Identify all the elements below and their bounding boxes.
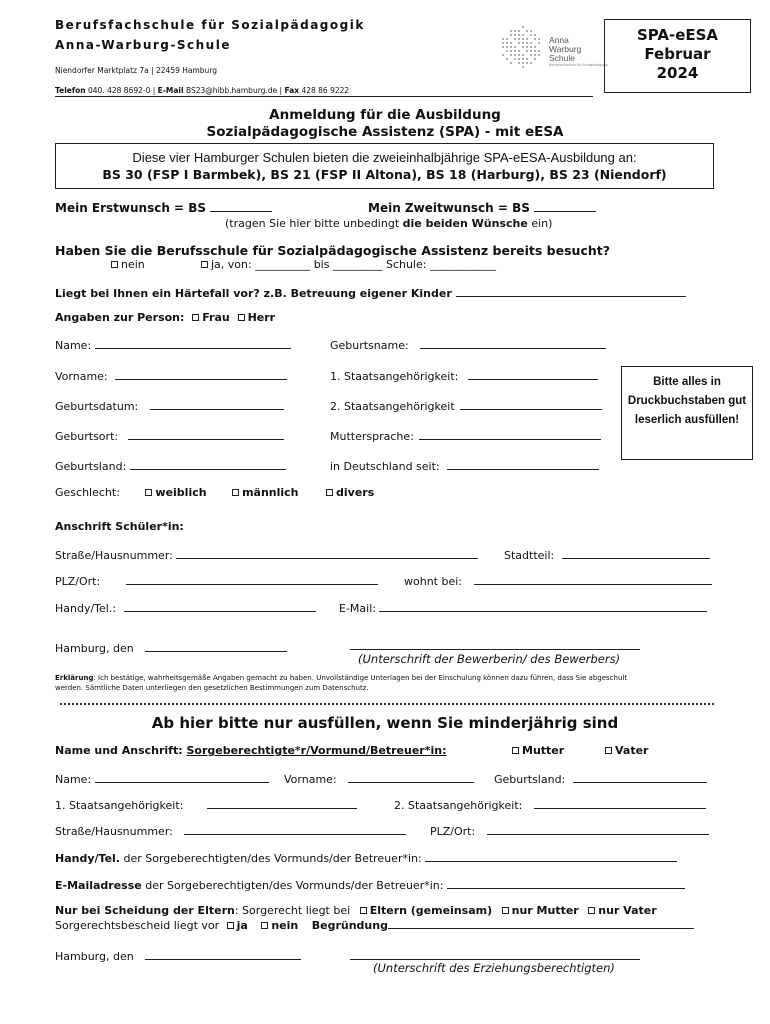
stadtteil-field[interactable] — [504, 547, 710, 562]
logo-dot — [526, 42, 528, 44]
wohnt-bei-label: wohnt bei: — [404, 575, 462, 588]
email-label: E-Mail: — [339, 602, 376, 615]
geburtsname-line[interactable] — [420, 337, 606, 349]
telefon-label: Telefon — [55, 86, 86, 95]
logo-dot — [502, 54, 504, 56]
logo-dot — [514, 34, 516, 36]
signature1-place-field[interactable] — [55, 640, 287, 655]
geburtsname-label: Geburtsname: — [330, 339, 409, 352]
geburtsort-field[interactable] — [55, 428, 284, 443]
logo-dot — [522, 62, 524, 64]
logo-dot — [522, 54, 524, 56]
email-label: E-Mail — [157, 86, 184, 95]
declaration-text1: : Ich bestätige, wahrheitsgemäße Angaben gemacht zu haben. Unvollständige Unterlagen bei der Einschulung können dazu führen, dass Sie abgeschult — [93, 674, 628, 682]
plz-line[interactable] — [126, 573, 378, 585]
logo-dot — [538, 50, 540, 52]
minor-heading: Ab hier bitte nur ausfüllen, wenn Sie minderjährig sind — [151, 714, 619, 732]
email-line[interactable] — [379, 600, 707, 612]
logo-dot — [530, 46, 532, 48]
guardian-email-field[interactable] — [55, 877, 685, 892]
bescheid-ja-checkbox[interactable] — [227, 922, 234, 929]
geburtsland-label: Geburtsland: — [55, 460, 127, 473]
visited-yes-checkbox[interactable] — [201, 261, 208, 268]
begruendung-label: Begründung — [311, 919, 388, 932]
custody-label-bold: Nur bei Scheidung der Eltern — [55, 904, 235, 917]
guardian-handy-label-bold: Handy/Tel. — [55, 852, 120, 865]
staat2-line[interactable] — [460, 398, 602, 410]
bescheid-nein-checkbox[interactable] — [261, 922, 268, 929]
logo-dot — [506, 58, 508, 60]
logo-dot — [510, 62, 512, 64]
form-title-line2: Sozialpädagogische Assistenz (SPA) - mit eESA — [206, 124, 564, 140]
second-wish-line[interactable] — [534, 200, 596, 212]
guardian-strasse-line[interactable] — [184, 823, 406, 835]
bescheid-label: Sorgerechtsbescheid liegt vor — [55, 919, 220, 932]
guardian-name-line[interactable] — [95, 771, 269, 783]
guardian-strasse-field[interactable] — [55, 823, 406, 838]
signature2-date-line[interactable] — [145, 948, 301, 960]
logo-dot — [534, 34, 536, 36]
school-address: Niendorfer Marktplatz 7a | 22459 Hamburg — [55, 66, 218, 75]
stadtteil-label: Stadtteil: — [504, 549, 555, 562]
guardian-name-field[interactable] — [55, 771, 269, 786]
nur-mutter-label: nur Mutter — [511, 904, 579, 917]
logo-dot — [518, 42, 520, 44]
bescheid-ja-label: ja — [236, 919, 248, 932]
logo-dot — [522, 38, 524, 40]
logo-dot — [522, 46, 524, 48]
handy-line[interactable] — [124, 600, 316, 612]
guardian-plz-line[interactable] — [487, 823, 709, 835]
declaration-line2: werden. Sämtliche Daten unterliegen den gesetzlichen Bestimmungen zum Datenschutz. — [55, 684, 369, 692]
hardship-label: Liegt bei Ihnen ein Härtefall vor? z.B. Betreuung eigener Kinder — [55, 287, 452, 300]
wishes-note-post: ein) — [527, 217, 553, 230]
logo-dot — [534, 54, 536, 56]
maennlich-label: männlich — [242, 486, 299, 499]
guardian-handy-line[interactable] — [425, 850, 677, 862]
guardian-vorname-field[interactable] — [284, 771, 474, 786]
staat2-label: 2. Staatsangehörigkeit — [330, 400, 455, 413]
logo-dot — [530, 34, 532, 36]
geburtsland-line[interactable] — [130, 458, 286, 470]
signature1-line[interactable] — [350, 649, 640, 650]
logo-dot — [538, 54, 540, 56]
guardian-geburtsland-line[interactable] — [573, 771, 707, 783]
print-instruction-box: Bitte alles in Druckbuchstaben gut leserlich ausfüllen! — [621, 366, 753, 460]
logo-dot — [526, 46, 528, 48]
muttersprache-field[interactable] — [330, 428, 601, 443]
visited-no-label: nein — [121, 258, 145, 271]
logo-dot — [522, 34, 524, 36]
email-value: BS23@hibb.hamburg.de — [185, 86, 278, 95]
logo-dot — [514, 30, 516, 32]
bescheid-nein-label: nein — [271, 919, 299, 932]
schools-info-box — [55, 143, 714, 189]
herr-checkbox[interactable] — [238, 314, 245, 321]
plz-label: PLZ/Ort: — [55, 575, 101, 588]
logo-dot — [502, 42, 504, 44]
logo-dot — [538, 42, 540, 44]
guardian-vorname-line[interactable] — [348, 771, 474, 783]
logo-dot — [514, 54, 516, 56]
logo-dot — [534, 50, 536, 52]
custody-label: : Sorgerecht liegt bei — [234, 904, 351, 917]
strasse-label: Straße/Hausnummer: — [55, 549, 173, 562]
geburtsdatum-line[interactable] — [150, 398, 284, 410]
wishes-note-pre: (tragen Sie hier bitte unbedingt — [225, 217, 403, 230]
signature1-date-line[interactable] — [145, 640, 287, 652]
in-deutschland-seit-field[interactable] — [330, 458, 599, 473]
divers-checkbox[interactable] — [326, 489, 333, 496]
name-field[interactable] — [55, 337, 291, 352]
address-section-label: Anschrift Schüler*in: — [55, 520, 184, 533]
declaration-label: Erklärung — [55, 674, 94, 682]
begruendung-line[interactable] — [388, 917, 694, 929]
staat1-label: 1. Staatsangehörigkeit: — [330, 370, 459, 383]
guardian-geburtsland-label: Geburtsland: — [494, 773, 566, 786]
section-divider — [60, 703, 714, 705]
badge-line1: SPA-eESA — [636, 26, 719, 44]
staat2-field[interactable] — [330, 398, 602, 413]
guardian-label-underlined: Sorgeberechtigte*r/Vormund/Betreuer*in: — [186, 744, 447, 757]
custody-line — [55, 904, 657, 917]
logo-dot — [506, 38, 508, 40]
logo-dot — [510, 50, 512, 52]
herr-label: Herr — [247, 311, 276, 324]
nur-mutter-checkbox[interactable] — [502, 907, 509, 914]
logo-dot — [526, 30, 528, 32]
guardian-staat1-label: 1. Staatsangehörigkeit: — [55, 799, 184, 812]
email-field[interactable] — [339, 600, 707, 615]
logo-dot — [506, 42, 508, 44]
guardian-staat1-line[interactable] — [207, 797, 357, 809]
logo-dot — [530, 54, 532, 56]
geburtsname-field[interactable] — [330, 337, 606, 352]
staat1-line[interactable] — [468, 368, 598, 380]
logo-dot — [522, 58, 524, 60]
logo-dot — [538, 38, 540, 40]
guardian-label-main: Name und Anschrift: — [55, 744, 183, 757]
signature1-place-label: Hamburg, den — [55, 642, 134, 655]
second-wish-label: Mein Zweitwunsch = BS — [368, 201, 530, 215]
divers-label: divers — [336, 486, 375, 499]
logo-dot — [514, 38, 516, 40]
handy-label: Handy/Tel.: — [55, 602, 117, 615]
weiblich-checkbox[interactable] — [145, 489, 152, 496]
logo-dot — [518, 62, 520, 64]
logo-dot — [510, 34, 512, 36]
in-deutschland-seit-line[interactable] — [447, 458, 599, 470]
vater-option[interactable] — [605, 744, 648, 757]
wishes-note — [225, 217, 552, 230]
geburtsland-field[interactable] — [55, 458, 286, 473]
logo-dot — [534, 38, 536, 40]
stadtteil-line[interactable] — [562, 547, 710, 559]
logo-dot — [530, 62, 532, 64]
logo-dot — [530, 42, 532, 44]
school-logo-dots-icon — [498, 26, 546, 72]
geburtsdatum-label: Geburtsdatum: — [55, 400, 139, 413]
muttersprache-line[interactable] — [419, 428, 601, 440]
signature2-line[interactable] — [350, 959, 640, 960]
logo-dot — [502, 38, 504, 40]
logo-dot — [514, 58, 516, 60]
guardian-staat1-field[interactable] — [55, 797, 357, 812]
geburtsort-label: Geburtsort: — [55, 430, 119, 443]
info-line2: BS 30 (FSP I Barmbek), BS 21 (FSP II Altona), BS 18 (Harburg), BS 23 (Niendorf) — [102, 167, 667, 182]
logo-dot — [526, 58, 528, 60]
logo-dot — [514, 50, 516, 52]
declaration-line1 — [55, 674, 627, 682]
strasse-field[interactable] — [55, 547, 478, 562]
guardian-staat2-field[interactable] — [394, 797, 706, 812]
visited-question: Haben Sie die Berufsschule für Sozialpädagogische Assistenz bereits besucht? — [55, 243, 610, 258]
logo-dot — [526, 38, 528, 40]
form-title-line1: Anmeldung für die Ausbildung — [269, 107, 501, 123]
geschlecht-field — [55, 486, 374, 499]
logo-dot — [514, 46, 516, 48]
contact-line: Telefon 040. 428 8692-0 | E-Mail BS23@hibb.hamburg.de | Fax 428 86 9222 — [55, 86, 350, 95]
mutter-checkbox[interactable] — [512, 747, 519, 754]
signature2-place-field[interactable] — [55, 948, 301, 963]
visited-yes-option[interactable] — [201, 258, 496, 271]
visited-no-checkbox[interactable] — [111, 261, 118, 268]
second-wish-field[interactable] — [368, 200, 596, 215]
logo-dot — [510, 54, 512, 56]
plz-field[interactable] — [55, 573, 378, 588]
info-line1: Diese vier Hamburger Schulen bieten die zweieinhalbjährige SPA-eESA-Ausbildung an: — [132, 150, 637, 165]
person-label: Angaben zur Person: — [55, 311, 185, 324]
eltern-checkbox[interactable] — [360, 907, 367, 914]
eltern-label: Eltern (gemeinsam) — [369, 904, 493, 917]
nur-vater-label: nur Vater — [598, 904, 657, 917]
staat1-field[interactable] — [330, 368, 598, 383]
logo-text-line3: Schule — [549, 53, 575, 63]
first-wish-label: Mein Erstwunsch = BS — [55, 201, 207, 215]
logo-text — [549, 36, 608, 67]
handy-field[interactable] — [55, 600, 316, 615]
guardian-handy-label: der Sorgeberechtigten/des Vormunds/der Betreuer*in: — [119, 852, 422, 865]
muttersprache-label: Muttersprache: — [330, 430, 414, 443]
logo-dot — [518, 50, 520, 52]
guardian-email-label: der Sorgeberechtigten/des Vormunds/der Betreuer*in: — [141, 879, 444, 892]
header-rule — [55, 96, 593, 97]
logo-dot — [518, 38, 520, 40]
telefon-value: 040. 428 8692-0 — [88, 86, 151, 95]
visited-no-option[interactable] — [111, 258, 145, 271]
school-name-line1: Berufsfachschule für Sozialpädagogik — [55, 18, 365, 32]
strasse-line[interactable] — [176, 547, 478, 559]
guardian-name-label: Name: — [55, 773, 92, 786]
guardian-handy-field[interactable] — [55, 850, 677, 865]
logo-dot — [526, 62, 528, 64]
signature1-caption: (Unterschrift der Bewerberin/ des Bewerbers) — [358, 652, 621, 666]
signature2-place-label: Hamburg, den — [55, 950, 134, 963]
wishes-note-bold: die beiden Wünsche — [402, 217, 528, 230]
wohnt-bei-field[interactable] — [404, 573, 712, 588]
logo-dot — [534, 46, 536, 48]
vorname-label: Vorname: — [55, 370, 108, 383]
vater-label: Vater — [615, 744, 649, 757]
logo-dot — [518, 54, 520, 56]
person-section — [55, 311, 275, 324]
logo-dot — [522, 42, 524, 44]
guardian-plz-label: PLZ/Ort: — [430, 825, 476, 838]
custody-decision-line — [55, 917, 694, 932]
logo-dot — [522, 66, 524, 68]
logo-dot — [510, 46, 512, 48]
geburtsort-line[interactable] — [128, 428, 284, 440]
guardian-label — [55, 744, 446, 757]
first-wish-field[interactable] — [55, 200, 272, 215]
logo-text-line2: Warburg — [549, 44, 582, 54]
weiblich-label: weiblich — [155, 486, 207, 499]
maennlich-checkbox[interactable] — [232, 489, 239, 496]
mutter-label: Mutter — [522, 744, 565, 757]
guardian-email-label-bold: E-Mailadresse — [55, 879, 142, 892]
name-label: Name: — [55, 339, 92, 352]
logo-dot — [534, 58, 536, 60]
logo-dot — [518, 58, 520, 60]
vorname-line[interactable] — [115, 368, 287, 380]
fax-label: Fax — [284, 86, 300, 95]
school-name-line2: Anna-Warburg-Schule — [55, 38, 231, 52]
logo-dot — [518, 30, 520, 32]
geschlecht-label: Geschlecht: — [55, 486, 120, 499]
logo-dot — [518, 34, 520, 36]
logo-dot — [530, 30, 532, 32]
logo-text-line1: Anna — [549, 35, 569, 45]
signature2-caption: (Unterschrift des Erziehungsberechtigten) — [373, 961, 615, 975]
frau-checkbox[interactable] — [192, 314, 199, 321]
badge-line2: Februar — [644, 45, 711, 63]
visited-yes-label: ja, von: __________ bis _________ Schule: ____________ — [211, 258, 496, 271]
logo-dot — [526, 50, 528, 52]
in-deutschland-seit-label: in Deutschland seit: — [330, 460, 440, 473]
first-wish-line[interactable] — [210, 200, 272, 212]
name-line[interactable] — [95, 337, 291, 349]
logo-dot — [506, 46, 508, 48]
logo-tagline: Berufsfachschule für Sozialpädagogik — [549, 63, 608, 67]
wohnt-bei-line[interactable] — [474, 573, 712, 585]
fax-value: 428 86 9222 — [301, 86, 350, 95]
guardian-staat2-line[interactable] — [534, 797, 706, 809]
logo-dot — [530, 50, 532, 52]
vater-checkbox[interactable] — [605, 747, 612, 754]
guardian-vorname-label: Vorname: — [284, 773, 337, 786]
logo-dot — [510, 42, 512, 44]
date-badge — [604, 19, 751, 93]
guardian-strasse-label: Straße/Hausnummer: — [55, 825, 173, 838]
logo-dot — [506, 50, 508, 52]
nur-vater-checkbox[interactable] — [588, 907, 595, 914]
logo-dot — [510, 30, 512, 32]
badge-line3: 2024 — [656, 64, 699, 82]
geburtsdatum-field[interactable] — [55, 398, 284, 413]
hardship-line[interactable] — [456, 285, 686, 297]
vorname-field[interactable] — [55, 368, 287, 383]
guardian-staat2-label: 2. Staatsangehörigkeit: — [394, 799, 523, 812]
mutter-option[interactable] — [512, 744, 564, 757]
hardship-field[interactable] — [55, 285, 686, 300]
guardian-email-line[interactable] — [447, 877, 685, 889]
frau-label: Frau — [202, 311, 230, 324]
logo-dot — [522, 26, 524, 28]
guardian-plz-field[interactable] — [430, 823, 709, 838]
guardian-geburtsland-field[interactable] — [494, 771, 707, 786]
logo-dot — [502, 46, 504, 48]
